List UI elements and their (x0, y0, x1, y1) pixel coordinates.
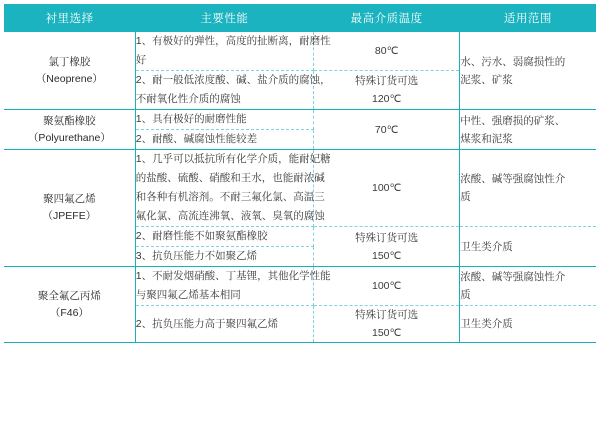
column-header-lining: 衬里选择 (4, 4, 135, 32)
performance-cell: 1、有极好的弹性，高度的扯断离，耐磨性 好 (135, 32, 313, 71)
scope-cell: 卫生类介质 (460, 227, 596, 267)
temperature-cell: 70℃ (314, 110, 460, 150)
lining-name-polyurethane: 聚氨酯橡胶 （Polyurethane） (4, 110, 135, 150)
scope-cell: 水、污水、弱腐损性的 泥浆、矿浆 (460, 32, 596, 110)
scope-cell: 卫生类介质 (460, 306, 596, 343)
performance-cell: 2、耐磨性能不如聚氨酯橡胶 (135, 227, 313, 247)
lining-name-fep: 聚全氟乙丙烯 （F46） (4, 267, 135, 343)
scope-cell: 中性、强磨损的矿浆、 煤浆和泥浆 (460, 110, 596, 150)
table-header (4, 4, 596, 32)
temperature-cell: 80℃ (314, 32, 460, 71)
column-header-performance: 主要性能 (135, 4, 313, 32)
temperature-cell: 特殊订货可选 150℃ (314, 306, 460, 343)
temperature-cell: 特殊订货可选 120℃ (314, 71, 460, 110)
performance-cell: 2、抗负压能力高于聚四氟乙烯 (135, 306, 313, 343)
performance-cell: 2、耐酸、碱腐蚀性能较差 (135, 130, 313, 150)
scope-cell: 浓酸、碱等强腐蚀性介 质 (460, 267, 596, 306)
temperature-cell: 特殊订货可选 150℃ (314, 227, 460, 267)
table-row (4, 110, 596, 130)
table-row (4, 267, 596, 306)
table-header-row (4, 4, 596, 32)
lining-selection-table (4, 4, 596, 343)
table-body (4, 32, 596, 343)
performance-cell: 1、不耐发烟硝酸、丁基锂，其他化学性能 与聚四氟乙烯基本相同 (135, 267, 313, 306)
scope-cell: 浓酸、碱等强腐蚀性介 质 (460, 150, 596, 227)
lining-name-neoprene: 氯丁橡胶 （Neoprene） (4, 32, 135, 110)
column-header-scope: 适用范围 (460, 4, 596, 32)
performance-cell: 1、几乎可以抵抗所有化学介质，能耐妃糖 的盐酸、硫酸、硝酸和王水，也能耐浓碱 和各种有机溶剂。不耐三氟化氯、高温三 氟化氯、高流连沸氧、液氧、臭氧的腐蚀 (135, 150, 313, 227)
column-header-max-temp: 最高介质温度 (314, 4, 460, 32)
temperature-cell: 100℃ (314, 150, 460, 227)
performance-cell: 1、具有极好的耐磨性能 (135, 110, 313, 130)
performance-cell: 2、耐一般低浓度酸、碱、盐介质的腐蚀， 不耐氧化性介质的腐蚀 (135, 71, 313, 110)
lining-name-ptfe: 聚四氟乙烯 （JPEFE） (4, 150, 135, 267)
table-row (4, 32, 596, 71)
performance-cell: 3、抗负压能力不如聚乙烯 (135, 247, 313, 267)
table-row (4, 150, 596, 227)
temperature-cell: 100℃ (314, 267, 460, 306)
